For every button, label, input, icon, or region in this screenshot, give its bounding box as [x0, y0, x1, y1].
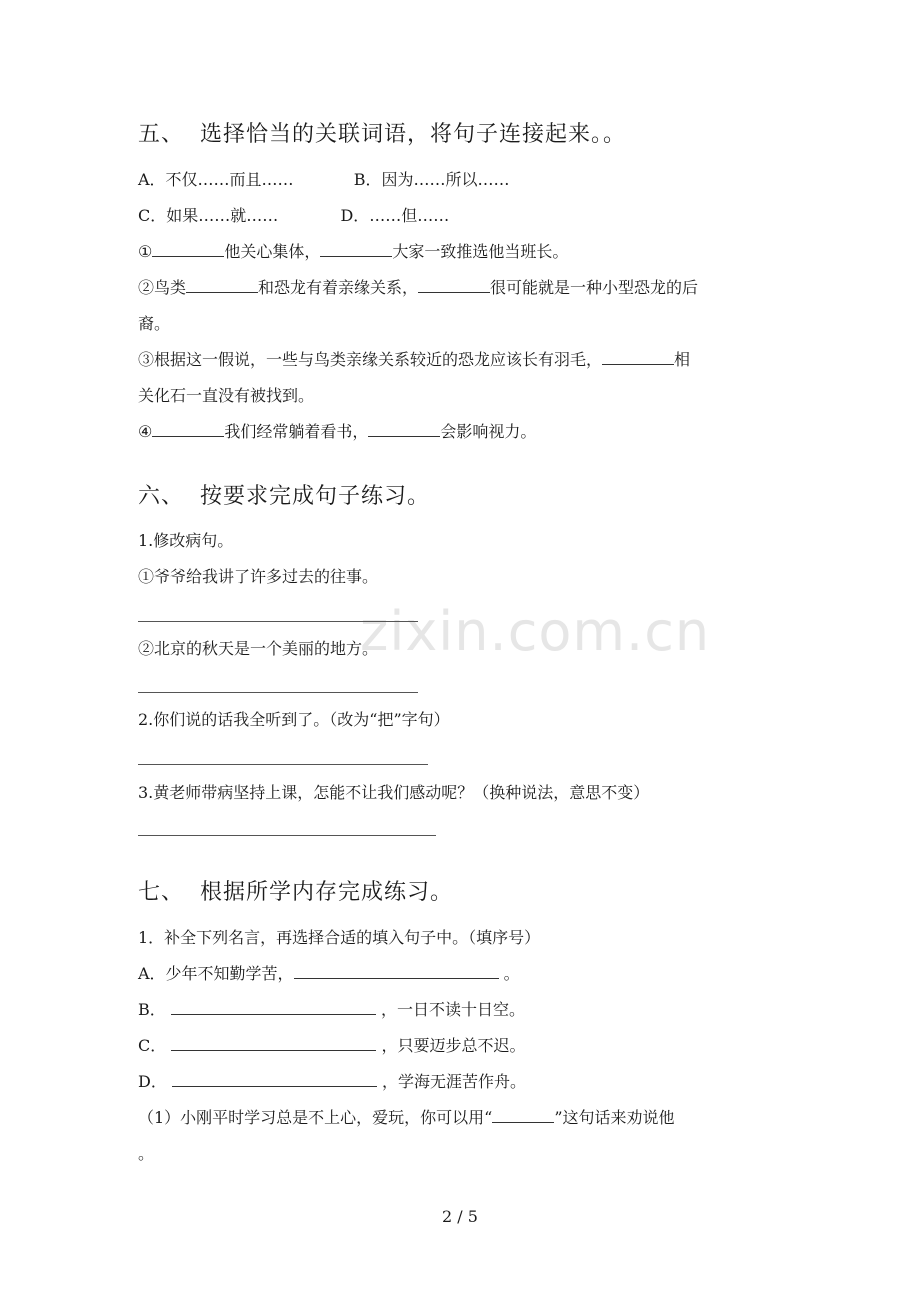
answer-blank[interactable]: [368, 422, 440, 437]
answer-line[interactable]: [138, 764, 428, 765]
proverb-text: ，学海无涯苦作舟。: [382, 1072, 527, 1091]
sentence-4: [138, 422, 536, 442]
proverb-text: 。: [503, 964, 520, 983]
answer-line[interactable]: [138, 621, 418, 622]
answer-blank[interactable]: [294, 964, 499, 979]
proverb-text: C．: [138, 1036, 167, 1055]
sentence-1: [138, 242, 568, 262]
answer-line[interactable]: [138, 692, 418, 693]
option-a: A．不仅……而且……: [138, 170, 294, 189]
watermark: zixin.com.cn: [360, 600, 711, 663]
sub-question-1-cont: 。: [138, 1144, 155, 1163]
question-3: 3.黄老师带病坚持上课，怎能不让我们感动呢？（换种说法，意思不变）: [138, 783, 650, 802]
section-title: 根据所学内存完成练习。: [200, 880, 454, 905]
answer-blank[interactable]: [171, 1036, 376, 1051]
sentence-3-cont: 关化石一直没有被找到。: [138, 386, 315, 405]
section-title: 选择恰当的关联词语，将句子连接起来。。: [200, 122, 627, 147]
section-6-heading: [138, 483, 430, 511]
sentence-text: 我们经常躺着看书，: [224, 422, 369, 441]
answer-blank[interactable]: [186, 278, 258, 293]
sentence-text: 他关心集体，: [224, 242, 321, 261]
proverb-text: D．: [138, 1072, 167, 1091]
proverb-text: A．少年不知勤学苦，: [138, 964, 294, 983]
sentence-2-cont: 裔。: [138, 314, 171, 333]
question-7-1: 1．补全下列名言，再选择合适的填入句子中。（填序号）: [138, 928, 541, 947]
question-1: 1.修改病句。: [138, 531, 234, 550]
answer-blank[interactable]: [171, 1000, 376, 1015]
sentence-text: 很可能就是一种小型恐龙的后: [490, 278, 699, 297]
answer-blank[interactable]: [320, 242, 392, 257]
answer-blank[interactable]: [418, 278, 490, 293]
sentence-text: ④: [138, 422, 153, 441]
sub-question-1: [138, 1108, 675, 1128]
proverb-text: ，只要迈步总不迟。: [381, 1036, 526, 1055]
answer-line[interactable]: [138, 835, 436, 836]
answer-blank[interactable]: [152, 422, 224, 437]
section-number: 六、: [138, 484, 185, 509]
question-2: 2.你们说的话我全听到了。（改为“把”字句）: [138, 710, 450, 729]
sentence-2: [138, 278, 698, 298]
answer-blank[interactable]: [172, 1072, 377, 1087]
answer-blank[interactable]: [602, 350, 674, 365]
proverb-a: [138, 964, 520, 984]
page-number: 2 / 5: [442, 1207, 478, 1226]
sentence-text: 大家一致推选他当班长。: [392, 242, 569, 261]
answer-blank[interactable]: [492, 1108, 554, 1123]
proverb-text: B．: [138, 1000, 166, 1019]
section-5-heading: [138, 121, 626, 149]
sentence-text: ①: [138, 242, 153, 261]
question-text: ”这句话来劝说他: [554, 1108, 675, 1127]
proverb-text: ，一日不读十日空。: [380, 1000, 525, 1019]
proverb-d: [138, 1072, 526, 1092]
sentence-text: ②鸟类: [138, 278, 187, 297]
proverb-b: [138, 1000, 525, 1020]
option-c: C．如果……就……: [138, 206, 279, 225]
answer-blank[interactable]: [152, 242, 224, 257]
option-b: B．因为……所以……: [353, 170, 510, 189]
sentence-text: 会影响视力。: [440, 422, 537, 441]
section-title: 按要求完成句子练习。: [200, 484, 431, 509]
question-1a: ①爷爷给我讲了许多过去的往事。: [138, 567, 379, 586]
proverb-c: [138, 1036, 525, 1056]
option-d: D．……但……: [340, 206, 450, 225]
options-row-2: [138, 206, 449, 226]
question-text: （1）小刚平时学习总是不上心，爱玩，你可以用“: [138, 1108, 493, 1127]
section-number: 七、: [138, 880, 185, 905]
sentence-3: [138, 350, 690, 370]
question-1b: ②北京的秋天是一个美丽的地方。: [138, 639, 379, 658]
section-7-heading: [138, 879, 453, 907]
options-row-1: [138, 170, 510, 190]
section-number: 五、: [138, 122, 185, 147]
sentence-text: 相: [674, 350, 691, 369]
sentence-text: 和恐龙有着亲缘关系，: [258, 278, 419, 297]
sentence-text: ③根据这一假说，一些与鸟类亲缘关系较近的恐龙应该长有羽毛，: [138, 350, 603, 369]
